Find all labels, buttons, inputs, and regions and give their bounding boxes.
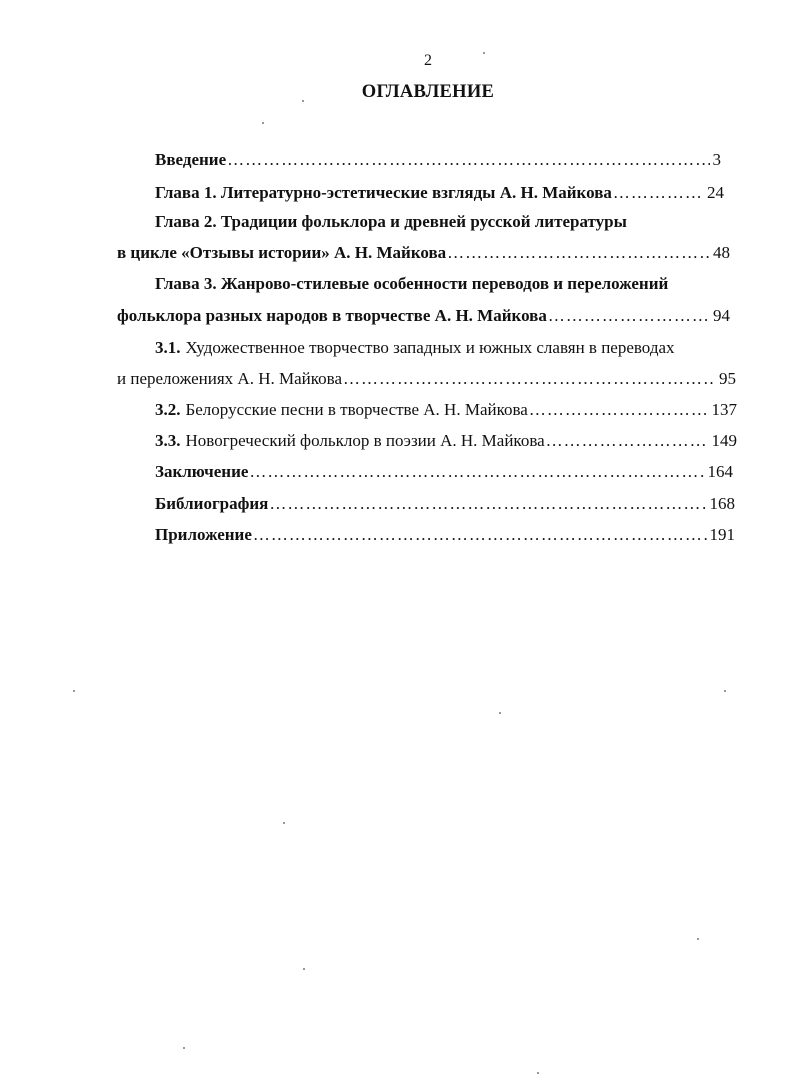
scan-speck <box>283 822 285 824</box>
scan-speck <box>499 712 501 714</box>
scan-speck <box>303 968 305 970</box>
toc-entry-label: Художественное творчество западных и южных славян в переводах <box>185 338 675 357</box>
toc-entry-number: 3.3. <box>155 431 181 450</box>
scan-speck <box>483 52 485 54</box>
toc-entry-label: Глава 2. Традиции фольклора и древней русской литературы <box>155 212 627 231</box>
scan-speck <box>183 1047 185 1049</box>
toc-entry-page: 94 <box>713 306 730 325</box>
dot-leader <box>529 400 709 420</box>
toc-entry-label: Белорусские песни в творчестве А. Н. Майкова <box>185 400 528 419</box>
toc-entry-section-3-2 <box>155 400 737 420</box>
toc-entry-chapter-3-line1 <box>155 274 668 294</box>
toc-entry-section-3-1-line1 <box>155 338 675 358</box>
toc-entry-chapter-2-line1 <box>155 212 627 232</box>
page-number: 2 <box>424 52 432 69</box>
dot-leader <box>447 243 710 263</box>
toc-entry-label-cont: в цикле «Отзывы истории» А. Н. Майкова <box>117 243 447 262</box>
toc-title: ОГЛАВЛЕНИЕ <box>361 82 495 102</box>
dot-leader <box>343 369 716 389</box>
toc-entry-page: 48 <box>713 243 730 262</box>
toc-entry-section-3-1-line2 <box>117 369 736 389</box>
toc-entry-page: 191 <box>709 525 735 544</box>
toc-entry-chapter-2-line2 <box>117 243 730 263</box>
toc-entry-page: 24 <box>707 183 724 202</box>
dot-leader <box>249 462 704 482</box>
toc-entry-label: Глава 1. Литературно-эстетические взгляды А. Н. Майкова <box>155 183 612 202</box>
toc-entry-page: 95 <box>719 369 736 388</box>
dot-leader <box>253 525 707 545</box>
dot-leader <box>548 306 710 326</box>
toc-entry-section-3-3 <box>155 431 737 451</box>
toc-entry-page: 149 <box>711 431 737 450</box>
toc-entry-number: 3.1. <box>155 338 181 357</box>
scan-speck <box>724 690 726 692</box>
dot-leader <box>613 183 704 203</box>
scan-speck <box>73 690 75 692</box>
toc-entry-label: Глава 3. Жанрово-стилевые особенности переводов и переложений <box>155 274 669 293</box>
dot-leader <box>269 494 706 514</box>
scan-speck <box>537 1072 539 1074</box>
toc-entry-chapter-3-line2 <box>117 306 730 326</box>
toc-entry-label: Заключение <box>155 462 249 481</box>
toc-entry-conclusion <box>155 462 733 482</box>
toc-entry-label: Новогреческий фольклор в поэзии А. Н. Майкова <box>185 431 545 450</box>
toc-entry-label-cont: и переложениях А. Н. Майкова <box>117 369 342 388</box>
toc-entry-label: Введение <box>155 150 227 169</box>
toc-entry-page: 164 <box>707 462 733 481</box>
toc-entry-appendix <box>155 525 735 545</box>
dot-leader <box>546 431 709 451</box>
toc-entry-page: 137 <box>711 400 737 419</box>
toc-entry-number: 3.2. <box>155 400 181 419</box>
toc-entry-label-cont: фольклора разных народов в творчестве А. Н. Майкова <box>117 306 547 325</box>
toc-entry-page: 3 <box>712 150 721 169</box>
toc-entry-page: 168 <box>709 494 735 513</box>
toc-entry-label: Библиография <box>155 494 269 513</box>
toc-entry-chapter-1 <box>155 183 724 203</box>
toc-entry-label: Приложение <box>155 525 252 544</box>
toc-entry-bibliography <box>155 494 735 514</box>
scan-speck <box>697 938 699 940</box>
toc-entry-intro <box>155 150 721 170</box>
scan-speck <box>302 100 304 102</box>
dot-leader <box>227 150 709 170</box>
scan-speck <box>262 122 264 124</box>
